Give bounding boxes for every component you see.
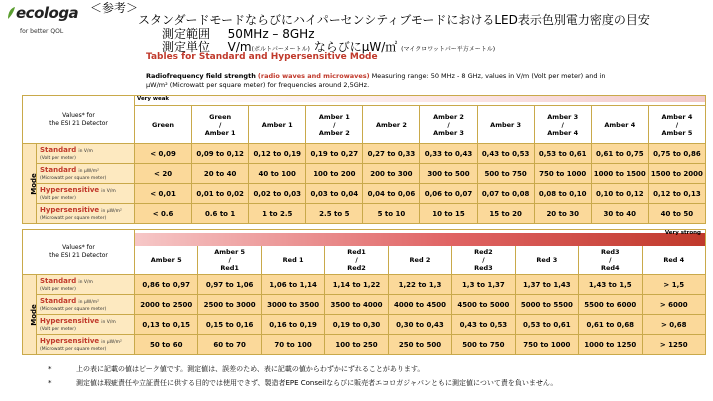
table-cell: 5 to 10	[363, 204, 420, 224]
range-label: 測定範囲	[162, 27, 211, 41]
row-label: Standard in V/m (Volt per meter)	[37, 275, 135, 295]
column-header: Red3 / Red4	[579, 246, 642, 275]
row-label: Hypersensitive in μW/m² (Microwatt per square meter)	[37, 204, 135, 224]
table-cell: 2000 to 2500	[135, 295, 198, 315]
column-header: Amber 5 / Red1	[198, 246, 261, 275]
header-title: スタンダードモードならびにハイパーセンシティブモードにおけるLED表示色別電力密度の目安	[138, 13, 650, 27]
bar-label-strong: Very strong	[664, 230, 701, 236]
column-header: Amber 2 / Amber 3	[420, 106, 477, 144]
table-cell: 0,19 to 0,27	[306, 144, 363, 164]
column-header: Amber 4 / Amber 5	[648, 106, 705, 144]
table-cell: 0,01 to 0,02	[192, 184, 249, 204]
table-cell: 10 to 15	[420, 204, 477, 224]
table-cell: 100 to 200	[306, 164, 363, 184]
table-cell: 2.5 to 5	[306, 204, 363, 224]
table-cell: 0,16 to 0,19	[261, 315, 324, 335]
table-cell: 0,06 to 0,07	[420, 184, 477, 204]
values-header-2: Values* for the ESI 21 Detector	[23, 230, 135, 275]
unit-label: 測定単位	[162, 40, 211, 54]
desc-red: (radio waves and microwaves)	[257, 72, 370, 80]
column-header: Amber 3	[477, 106, 534, 144]
table-cell: 500 to 750	[477, 164, 534, 184]
table-cell: 200 to 300	[363, 164, 420, 184]
table-cell: 15 to 20	[477, 204, 534, 224]
column-header: Amber 4	[591, 106, 648, 144]
table-cell: 20 to 40	[192, 164, 249, 184]
table-cell: 40 to 100	[249, 164, 306, 184]
mode-label: Mode	[23, 275, 37, 355]
table-cell: 0,53 to 0,61	[515, 315, 578, 335]
table-cell: 1,37 to 1,43	[515, 275, 578, 295]
table-cell: 0,43 to 0,53	[477, 144, 534, 164]
table-cell: 0,27 to 0,33	[363, 144, 420, 164]
table-cell: 100 to 250	[325, 335, 388, 355]
table-cell: < 0,01	[135, 184, 192, 204]
table-row	[23, 335, 706, 355]
intensity-bar-weak	[135, 96, 706, 106]
table-cell: 300 to 500	[420, 164, 477, 184]
table-row	[23, 275, 706, 295]
table-cell: 1,14 to 1,22	[325, 275, 388, 295]
table-cell: 0,43 to 0,53	[452, 315, 515, 335]
table-cell: 4000 to 4500	[388, 295, 451, 315]
table-cell: 0,02 to 0,03	[249, 184, 306, 204]
row-label: Standard in μW/m² (Microwatt per square meter)	[37, 295, 135, 315]
column-header: Amber 1 / Amber 2	[306, 106, 363, 144]
bar-label-weak: Very weak	[137, 96, 170, 102]
row-label: Hypersensitive in V/m (Volt per meter)	[37, 184, 135, 204]
column-header: Red 1	[261, 246, 324, 275]
footnotes	[48, 362, 557, 390]
table-cell: 0,07 to 0,08	[477, 184, 534, 204]
ecologa-logo	[6, 4, 82, 42]
table-cell: 0,53 to 0,61	[534, 144, 591, 164]
column-header: Green	[135, 106, 192, 144]
table-cell: < 20	[135, 164, 192, 184]
table-cell: 0,12 to 0,19	[249, 144, 306, 164]
table-cell: 0,33 to 0,43	[420, 144, 477, 164]
unit-and: ならびに	[313, 40, 362, 54]
row-label: Hypersensitive in V/m (Volt per meter)	[37, 315, 135, 335]
desc-bold: Radiofrequency field strength	[146, 72, 256, 80]
unit-note2: (マイクロワットパー平方メートル)	[401, 46, 496, 53]
brand-tagline: for better QOL	[20, 28, 64, 35]
table-cell: 3000 to 3500	[261, 295, 324, 315]
table-cell: 50 to 60	[135, 335, 198, 355]
table-cell: 4500 to 5000	[452, 295, 515, 315]
table-cell: 1,06 to 1,14	[261, 275, 324, 295]
table-cell: > 0,68	[642, 315, 706, 335]
desc-line2: μW/m² (Microwatt per square meter) for frequencies around 2,5GHz.	[146, 80, 370, 89]
table-cell: 60 to 70	[198, 335, 261, 355]
table-cell: 5500 to 6000	[579, 295, 642, 315]
mode-label: Mode	[23, 144, 37, 224]
table-cell: 0,09 to 0,12	[192, 144, 249, 164]
column-header: Red2 / Red3	[452, 246, 515, 275]
unit-value2: μW/㎡	[361, 40, 398, 54]
table-row	[23, 144, 706, 164]
table-cell: 0,08 to 0,10	[534, 184, 591, 204]
column-header: Red 3	[515, 246, 578, 275]
table-row	[23, 295, 706, 315]
table-cell: 3500 to 4000	[325, 295, 388, 315]
table-row	[23, 204, 706, 224]
table-cell: 0,97 to 1,06	[198, 275, 261, 295]
table-cell: 30 to 40	[591, 204, 648, 224]
row-label: Standard in μW/m² (Microwatt per square meter)	[37, 164, 135, 184]
column-header: Amber 1	[249, 106, 306, 144]
table-cell: 5000 to 5500	[515, 295, 578, 315]
table-cell: 1,3 to 1,37	[452, 275, 515, 295]
column-header: Green / Amber 1	[192, 106, 249, 144]
standard-table-1	[22, 95, 706, 224]
table-cell: > 6000	[642, 295, 706, 315]
table-cell: 1,43 to 1,5	[579, 275, 642, 295]
footnote: * 測定値は瑕疵責任や立証責任に供する目的では使用できず、製造者EPE Conseilならびに販売者エコロガジャパンともに測定値について責を負いません。	[48, 379, 558, 387]
table-cell: 0.6 to 1	[192, 204, 249, 224]
table-cell: 500 to 750	[452, 335, 515, 355]
table-cell: < 0,09	[135, 144, 192, 164]
unit-note: (ボルトパーメートル)	[251, 46, 310, 53]
column-header: Amber 3 / Amber 4	[534, 106, 591, 144]
table-cell: 0,13 to 0,15	[135, 315, 198, 335]
values-header: Values* for the ESI 21 Detector	[23, 96, 135, 144]
brand-name: ecologa	[16, 4, 79, 22]
table-cell: 40 to 50	[648, 204, 705, 224]
table-cell: 0,30 to 0,43	[388, 315, 451, 335]
table-cell: 1000 to 1250	[579, 335, 642, 355]
table-cell: 1,22 to 1,3	[388, 275, 451, 295]
intensity-bar-strong	[135, 230, 706, 246]
table-row	[23, 184, 706, 204]
table-cell: 0,15 to 0,16	[198, 315, 261, 335]
table-cell: 0,19 to 0,30	[325, 315, 388, 335]
table-cell: 750 to 1000	[534, 164, 591, 184]
footnote: * 上の表に記載の値はピーク値です。測定値は、誤差のため、表に記載の値からわずかにずれることがあります。	[48, 365, 425, 373]
table-cell: 0,10 to 0,12	[591, 184, 648, 204]
table-cell: 70 to 100	[261, 335, 324, 355]
table-description	[146, 72, 706, 89]
table-cell: > 1,5	[642, 275, 706, 295]
table-cell: 250 to 500	[388, 335, 451, 355]
unit-value: V/m	[227, 40, 252, 54]
table-cell: 750 to 1000	[515, 335, 578, 355]
row-label: Standard in V/m (Volt per meter)	[37, 144, 135, 164]
table-title: Tables for Standard and Hypersensitive Mode	[146, 52, 378, 62]
table-cell: 1000 to 1500	[591, 164, 648, 184]
table-cell: < 0.6	[135, 204, 192, 224]
column-header: Amber 2	[363, 106, 420, 144]
table-cell: 0,61 to 0,68	[579, 315, 642, 335]
table-row	[23, 315, 706, 335]
range-value: 50MHz – 8GHz	[227, 27, 315, 41]
table-cell: 0,75 to 0,86	[648, 144, 705, 164]
leaf-icon	[6, 6, 16, 20]
column-header: Red1 / Red2	[325, 246, 388, 275]
table-cell: 0,03 to 0,04	[306, 184, 363, 204]
table-row	[23, 164, 706, 184]
table-cell: 0,86 to 0,97	[135, 275, 198, 295]
desc-rest: Measuring range: 50 MHz - 8 GHz, values in V/m (Volt per meter) and in	[371, 72, 606, 80]
column-header: Amber 5	[135, 246, 198, 275]
table-cell: 0,12 to 0,13	[648, 184, 705, 204]
row-label: Hypersensitive in μW/m² (Microwatt per square meter)	[37, 335, 135, 355]
table-cell: 20 to 30	[534, 204, 591, 224]
column-header: Red 2	[388, 246, 451, 275]
table-cell: > 1250	[642, 335, 706, 355]
table-cell: 0,04 to 0,06	[363, 184, 420, 204]
table-cell: 0,61 to 0,75	[591, 144, 648, 164]
header-reference: ＜参考＞	[90, 1, 139, 15]
standard-table-2	[22, 229, 706, 355]
table-cell: 1500 to 2000	[648, 164, 705, 184]
table-cell: 1 to 2.5	[249, 204, 306, 224]
table-cell: 2500 to 3000	[198, 295, 261, 315]
column-header: Red 4	[642, 246, 706, 275]
